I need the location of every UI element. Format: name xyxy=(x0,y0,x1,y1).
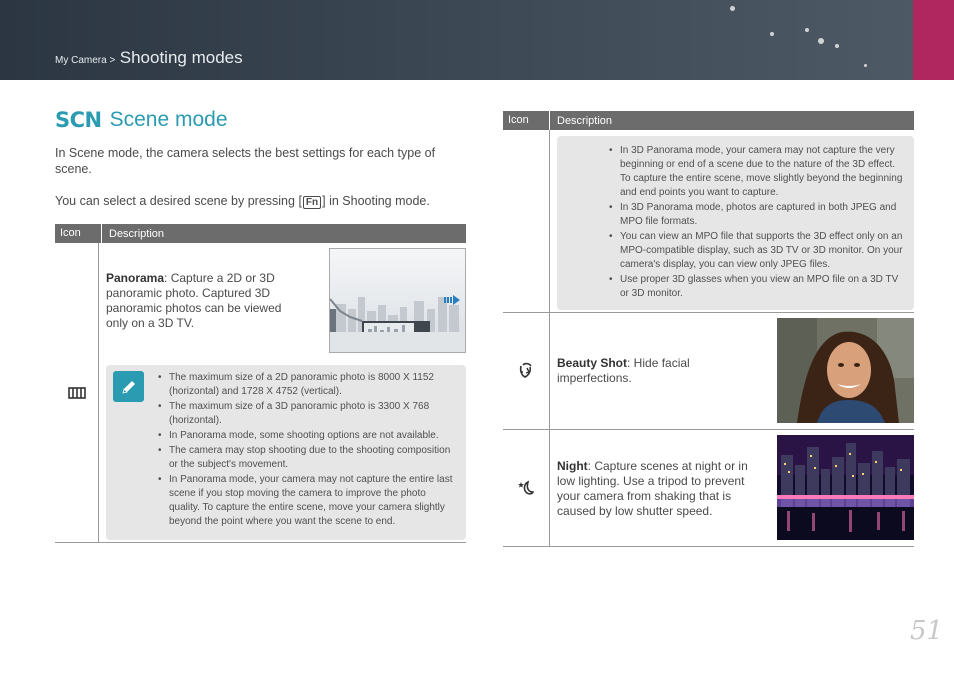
header-icon-col: Icon xyxy=(55,224,102,243)
table-row-panorama-continued xyxy=(503,130,914,313)
note-item: • Use proper 3D glasses when you view an MPO file on a 3D TV or 3D monitor. xyxy=(609,273,908,301)
note-pencil-icon xyxy=(113,371,144,402)
beauty-shot-name: Beauty Shot xyxy=(557,356,628,370)
header-description-col: Description xyxy=(109,227,165,240)
fn-button-icon: Fn xyxy=(303,196,321,209)
note-item: • The maximum size of a 3D panoramic photo is 3300 X 768 (horizontal). xyxy=(158,400,458,428)
panorama-description xyxy=(106,271,296,353)
note-item: • The maximum size of a 2D panoramic photo is 8000 X 1152 (horizontal) and 1728 X 4752 (vertical). xyxy=(158,371,458,399)
note-item: • The camera may stop shooting due to the shooting composition or the subject's movement. xyxy=(158,444,458,472)
icon-cell xyxy=(503,430,550,546)
night-description xyxy=(557,459,757,540)
header-icon-col: Icon xyxy=(503,111,550,130)
night-text: : Capture scenes at night or in low lighting. Use a tripod to prevent your camera from shaking that is caused by low shutter speed. xyxy=(557,459,748,518)
panorama-notes-list xyxy=(158,371,458,530)
table-row-night xyxy=(503,430,914,547)
icon-cell xyxy=(55,243,99,542)
panorama-name: Panorama xyxy=(106,271,165,285)
beauty-shot-entry xyxy=(557,318,914,423)
table-header xyxy=(55,224,466,243)
header-sparkle xyxy=(805,28,809,32)
header-sparkle xyxy=(864,64,867,67)
beauty-shot-description xyxy=(557,356,747,423)
panorama-icon xyxy=(68,386,86,400)
icon-cell xyxy=(503,130,550,312)
header-description-col: Description xyxy=(557,114,613,127)
intro-instruction-before: You can select a desired scene by pressing [ xyxy=(55,194,302,208)
icon-cell xyxy=(503,313,550,429)
note-item: • You can view an MPO file that supports the 3D effect only on an MPO-compatible display, such as 3D TV or 3D monitor. On your camera's display, you can view only JPEG files. xyxy=(609,230,908,272)
page-number: 51 xyxy=(910,616,944,646)
header-sparkle xyxy=(835,44,839,48)
description-cell xyxy=(99,243,466,542)
header-sparkle xyxy=(770,32,774,36)
note-item: • In Panorama mode, some shooting options are not available. xyxy=(158,429,458,443)
description-cell xyxy=(550,130,914,312)
header-accent-bar xyxy=(913,0,954,80)
intro-instruction xyxy=(55,193,455,209)
scene-table-right xyxy=(503,111,914,547)
table-row-beauty-shot xyxy=(503,313,914,430)
scene-table-left xyxy=(55,224,466,543)
night-example-image xyxy=(777,435,914,540)
night-name: Night xyxy=(557,459,588,473)
breadcrumb-parent[interactable]: My Camera > xyxy=(55,55,116,66)
panorama-example-image xyxy=(329,248,466,353)
night-icon xyxy=(517,479,535,497)
night-entry xyxy=(557,435,914,540)
scn-mode-icon: SCN xyxy=(55,108,102,132)
header-sparkle xyxy=(818,38,824,44)
breadcrumb xyxy=(55,48,243,68)
note-item: • In 3D Panorama mode, your camera may not capture the very beginning or end of a scene due to the nature of the 3D effect. To capture the entire scene, move slightly beyond the beginning and end points you want to capture. xyxy=(609,144,908,200)
intro-instruction-after: ] in Shooting mode. xyxy=(322,194,430,208)
section-title xyxy=(55,108,228,132)
table-header xyxy=(503,111,914,130)
panorama-notes-box xyxy=(106,365,466,540)
note-item: • In 3D Panorama mode, photos are captured in both JPEG and MPO file formats. xyxy=(609,201,908,229)
breadcrumb-current: Shooting modes xyxy=(119,48,243,67)
panorama-entry xyxy=(106,248,466,353)
beauty-shot-text: : Hide facial imperfections. xyxy=(557,356,690,385)
panorama-notes-continued-box xyxy=(557,136,914,310)
header-sparkle xyxy=(730,6,735,11)
table-row-panorama xyxy=(55,243,466,543)
beauty-shot-icon xyxy=(518,362,534,380)
panorama-notes-continued-list xyxy=(609,144,908,302)
panorama-text: : Capture a 2D or 3D panoramic photo. Captured 3D panoramic photos can be viewed only on a 3D TV. xyxy=(106,271,282,330)
beauty-shot-example-image xyxy=(777,318,914,423)
intro-paragraph: In Scene mode, the camera selects the best settings for each type of scene. xyxy=(55,146,436,176)
page-header xyxy=(0,0,913,80)
page-title: Scene mode xyxy=(109,108,228,131)
description-cell xyxy=(550,430,914,546)
description-cell xyxy=(550,313,914,429)
note-item: • In Panorama mode, your camera may not capture the entire last scene if you stop moving the camera to improve the photo quality. To capture the entire scene, move your camera slightly beyond the point where you want the scene to end. xyxy=(158,473,458,529)
